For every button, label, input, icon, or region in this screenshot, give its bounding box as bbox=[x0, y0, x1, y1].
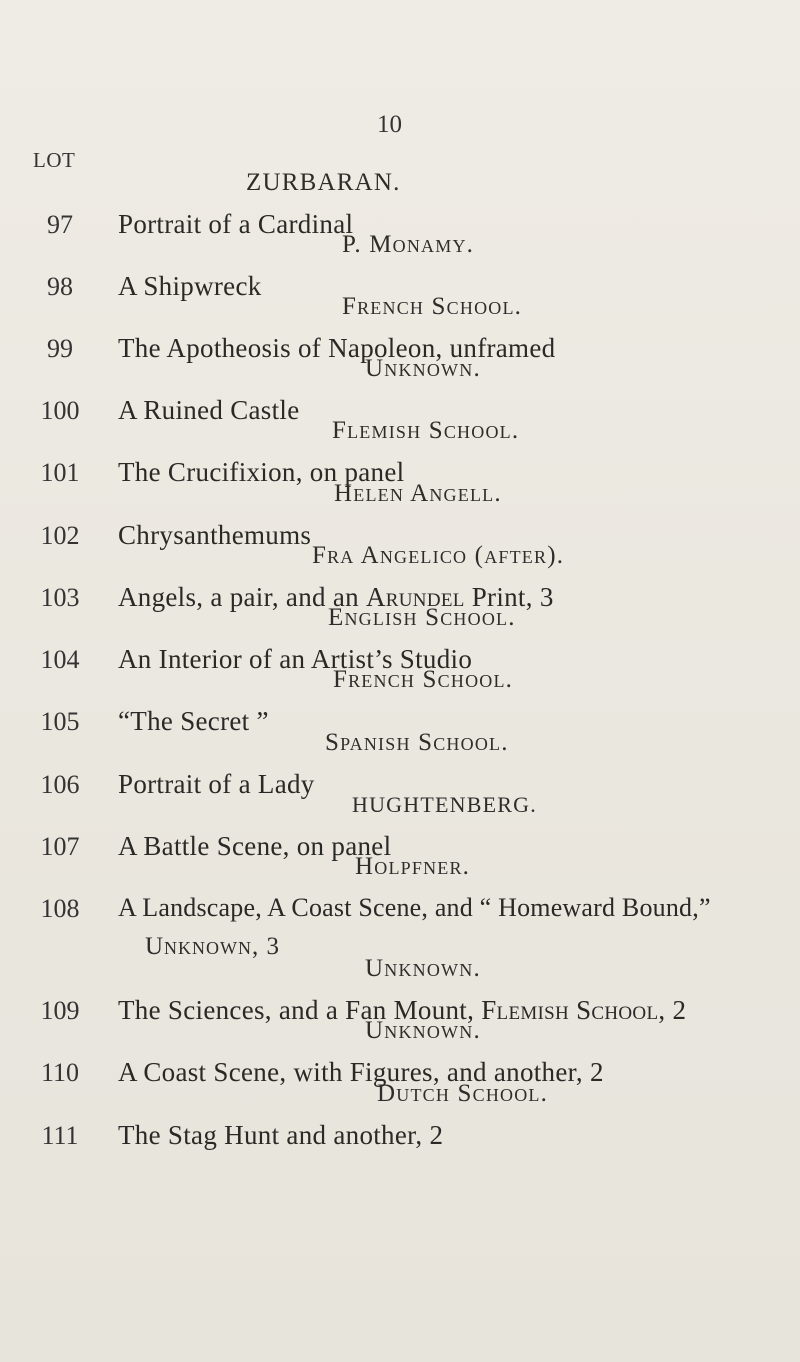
page-number: 10 bbox=[377, 111, 402, 138]
artist-name: HUGHTENBERG. bbox=[352, 792, 537, 817]
lot-number: 109 bbox=[40, 996, 80, 1025]
lot-number: 110 bbox=[40, 1058, 80, 1087]
lot-title: “The Secret ” bbox=[118, 706, 269, 736]
lot-title: The Crucifixion, on panel bbox=[118, 457, 405, 487]
lot-number: 97 bbox=[47, 210, 73, 239]
lot-title-small-caps: Flemish School bbox=[481, 995, 659, 1025]
lot-title: A Battle Scene, on panel bbox=[118, 831, 392, 861]
artist-name: Holpfner. bbox=[355, 853, 471, 880]
lot-number: 105 bbox=[40, 707, 80, 736]
lot-number: 102 bbox=[40, 521, 80, 550]
lot-title: The Stag Hunt and another, 2 bbox=[118, 1120, 444, 1150]
artist-name: Unknown. bbox=[365, 955, 481, 982]
lot-number: 104 bbox=[40, 645, 80, 674]
lot-title: Chrysanthemums bbox=[118, 520, 312, 550]
lot-number: 103 bbox=[40, 583, 80, 612]
lot-title-text-end: , 2 bbox=[658, 995, 687, 1025]
artist-name: French School. bbox=[333, 666, 514, 693]
lot-number: 111 bbox=[41, 1121, 79, 1150]
lot-column-heading: LOT bbox=[33, 148, 76, 172]
artist-name: P. Monamy. bbox=[342, 231, 475, 258]
lot-number: 101 bbox=[40, 458, 80, 487]
artist-name: Spanish School. bbox=[325, 729, 509, 756]
lot-number: 108 bbox=[40, 894, 80, 923]
lot-title-text: The Sciences, and a Fan Mount, bbox=[118, 995, 482, 1025]
artist-name: Fra Angelico (after). bbox=[312, 542, 565, 569]
lot-number: 98 bbox=[47, 272, 73, 301]
lot-title: A Ruined Castle bbox=[118, 395, 300, 425]
artist-name: Unknown. bbox=[365, 1017, 481, 1044]
lot-title-small-caps: Arundel bbox=[366, 582, 465, 612]
lot-title: An Interior of an Artist’s Studio bbox=[118, 644, 473, 674]
lot-title-text-end: Print, 3 bbox=[464, 582, 554, 612]
lot-number: 106 bbox=[40, 770, 80, 799]
artist-name: Dutch School. bbox=[377, 1080, 549, 1107]
lot-number: 100 bbox=[40, 396, 80, 425]
artist-name: ZURBARAN. bbox=[246, 169, 401, 196]
lot-title: Portrait of a Lady bbox=[118, 769, 315, 799]
lot-title-continuation: Unknown, 3 bbox=[145, 933, 281, 960]
lot-title: A Shipwreck bbox=[118, 271, 262, 301]
lot-number: 107 bbox=[40, 832, 80, 861]
lot-title: A Coast Scene, with Figures, and another, 2 bbox=[118, 1057, 604, 1087]
artist-name: Flemish School. bbox=[332, 417, 520, 444]
lot-title-text: Angels, a pair, and an bbox=[118, 582, 366, 612]
lot-number: 99 bbox=[47, 334, 73, 363]
artist-name: French School. bbox=[342, 293, 523, 320]
artist-name: Unknown. bbox=[365, 355, 481, 382]
lot-title: The Apotheosis of Napoleon, unframed bbox=[118, 333, 556, 363]
lot-title: Portrait of a Cardinal bbox=[118, 209, 354, 239]
artist-name: English School. bbox=[328, 604, 516, 631]
lot-title: A Landscape, A Coast Scene, and “ Homeward Bound,” bbox=[118, 893, 711, 922]
artist-name: Helen Angell. bbox=[334, 480, 502, 507]
